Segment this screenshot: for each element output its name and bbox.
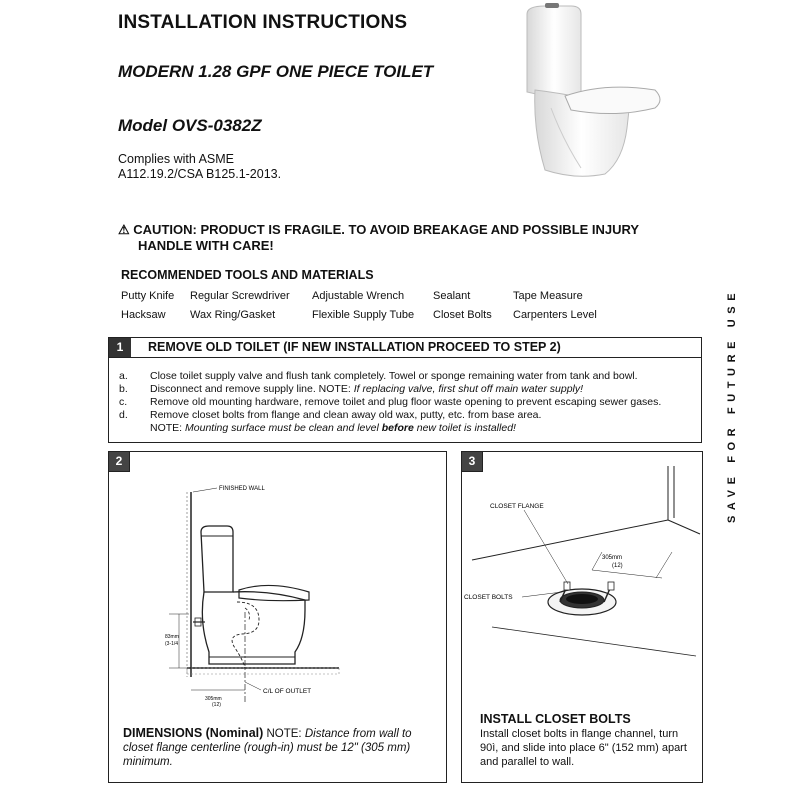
cl-outlet-label: C/L OF OUTLET bbox=[263, 688, 312, 695]
install-closet-bolts-text bbox=[480, 712, 695, 769]
step-3-panel bbox=[461, 451, 703, 783]
complies-line-1: Complies with ASME bbox=[118, 152, 235, 166]
tool-item: Putty Knife bbox=[121, 290, 175, 302]
doc-subtitle: MODERN 1.28 GPF ONE PIECE TOILET bbox=[118, 62, 434, 81]
install-body: Install closet bolts in flange channel, turn 90ì, and slide into place 6" (152 mm) apart and parallel to wall. bbox=[480, 728, 687, 768]
step-number: 3 bbox=[462, 452, 483, 472]
list-item: d. Remove closet bolts from flange and clean away old wax, putty, etc. from base area. bbox=[119, 409, 542, 421]
closet-bolts-label: CLOSET BOLTS bbox=[464, 594, 513, 601]
finished-wall-label: FINISHED WALL bbox=[219, 486, 265, 492]
warning-icon: ⚠ bbox=[118, 222, 130, 237]
step-1-header bbox=[109, 338, 701, 358]
caution-notice bbox=[118, 222, 698, 254]
dim-83-label: 83mm bbox=[165, 634, 179, 640]
doc-title: INSTALLATION INSTRUCTIONS bbox=[118, 12, 408, 33]
tool-item: Tape Measure bbox=[513, 290, 583, 302]
install-heading: INSTALL CLOSET BOLTS bbox=[480, 712, 631, 726]
tool-item: Flexible Supply Tube bbox=[312, 309, 415, 321]
closet-bolts-diagram bbox=[462, 452, 702, 707]
complies-line-2: A112.19.2/CSA B125.1-2013. bbox=[118, 167, 282, 181]
caution-line-2: HANDLE WITH CARE! bbox=[138, 238, 274, 253]
step-number: 1 bbox=[109, 338, 131, 357]
list-item: b. Disconnect and remove supply line. NOTE: If replacing valve, first shut off main water supply! bbox=[119, 383, 584, 395]
model-number: Model OVS-0382Z bbox=[118, 116, 262, 135]
dim-305-label: 305mm bbox=[205, 696, 222, 702]
step-1-title: REMOVE OLD TOILET (IF NEW INSTALLATION PROCEED TO STEP 2) bbox=[148, 340, 561, 354]
tool-item: Wax Ring/Gasket bbox=[190, 309, 276, 321]
tool-item: Carpenters Level bbox=[513, 309, 597, 321]
svg-text:FINISHED WALL bbox=[219, 486, 265, 492]
dimensions-text: DIMENSIONS (Nominal) NOTE: Distance from wall to closet flange centerline (rough-in) must be 12" (305 mm) minimum. bbox=[123, 726, 412, 768]
tool-item: Adjustable Wrench bbox=[312, 290, 405, 302]
step-number: 2 bbox=[109, 452, 130, 472]
toilet-product-image bbox=[505, 0, 665, 185]
tool-item: Closet Bolts bbox=[433, 309, 492, 321]
dim-305-label: 305mm bbox=[602, 555, 623, 561]
step-2-panel bbox=[108, 451, 447, 783]
list-item: c. Remove old mounting hardware, remove toilet and plug floor waste opening to prevent escaping sewer gases. bbox=[119, 396, 662, 408]
dim-83-inch-label: (3-1/4 bbox=[165, 641, 179, 647]
tool-item: Hacksaw bbox=[121, 309, 166, 321]
step-1-note: NOTE: Mounting surface must be clean and level before new toilet is installed! bbox=[150, 422, 516, 434]
dim-305-inch-label: (12) bbox=[212, 702, 221, 708]
dimensions-diagram bbox=[109, 452, 446, 722]
step-1-panel bbox=[108, 337, 702, 443]
tools-heading: RECOMMENDED TOOLS AND MATERIALS bbox=[121, 268, 374, 282]
tool-item: Sealant bbox=[433, 290, 471, 302]
step-1-list bbox=[119, 370, 661, 435]
caution-line-1: CAUTION: PRODUCT IS FRAGILE. TO AVOID BREAKAGE AND POSSIBLE INJURY bbox=[133, 222, 640, 237]
compliance-text bbox=[118, 152, 281, 182]
tool-item: Regular Screwdriver bbox=[190, 290, 290, 302]
dim-12-label: (12) bbox=[612, 563, 623, 569]
closet-flange-label: CLOSET FLANGE bbox=[490, 503, 544, 510]
save-for-future-use-label: SAVE FOR FUTURE USE bbox=[726, 287, 738, 523]
list-item: a. Close toilet supply valve and flush tank completely. Towel or sponge remaining water from tank and bowl. bbox=[119, 370, 638, 382]
